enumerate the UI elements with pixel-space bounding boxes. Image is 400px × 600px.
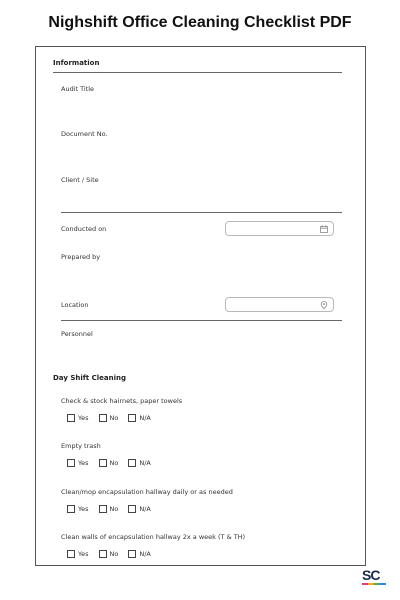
- option-yes[interactable]: Yes: [67, 550, 89, 558]
- checklist-item-label: Check & stock hairnets, paper towels: [61, 397, 183, 405]
- map-pin-icon: [320, 301, 328, 309]
- checklist-item-options: [67, 459, 161, 467]
- option-yes[interactable]: Yes: [67, 459, 89, 467]
- logo-text: SC: [362, 567, 380, 583]
- field-divider: [61, 212, 342, 213]
- personnel-label: Personnel: [61, 330, 93, 338]
- checkbox[interactable]: [128, 414, 136, 422]
- location-label: Location: [61, 301, 89, 309]
- document-no-label: Document No.: [61, 130, 108, 138]
- checklist-item-label: Empty trash: [61, 442, 101, 450]
- checkbox[interactable]: [99, 550, 107, 558]
- option-yes[interactable]: Yes: [67, 414, 89, 422]
- prepared-by-label: Prepared by: [61, 253, 101, 261]
- logo-color-bar: [362, 583, 386, 585]
- day-shift-section-title: Day Shift Cleaning: [53, 374, 126, 382]
- audit-title-label: Audit Title: [61, 85, 95, 93]
- checkbox[interactable]: [128, 505, 136, 513]
- checkbox[interactable]: [99, 459, 107, 467]
- calendar-icon: [320, 225, 328, 233]
- checkbox[interactable]: [67, 459, 75, 467]
- page-title: Nighshift Office Cleaning Checklist PDF: [48, 14, 352, 31]
- checklist-item-label: Clean walls of encapsulation hallway 2x a week (T & TH): [61, 533, 246, 541]
- option-na[interactable]: N/A: [128, 550, 151, 558]
- checkbox[interactable]: [99, 505, 107, 513]
- checkbox[interactable]: [128, 459, 136, 467]
- conducted-on-label: Conducted on: [61, 225, 107, 233]
- checkbox[interactable]: [67, 505, 75, 513]
- option-na[interactable]: N/A: [128, 505, 151, 513]
- checkbox[interactable]: [128, 550, 136, 558]
- checklist-document: [35, 46, 366, 566]
- option-no[interactable]: No: [99, 550, 119, 558]
- option-no[interactable]: No: [99, 505, 119, 513]
- information-section-title: Information: [53, 59, 100, 67]
- checklist-item-options: [67, 414, 161, 422]
- field-divider: [61, 320, 342, 321]
- brand-logo: [362, 568, 386, 590]
- checkbox[interactable]: [67, 414, 75, 422]
- option-na[interactable]: N/A: [128, 459, 151, 467]
- location-input[interactable]: [225, 297, 334, 312]
- option-yes[interactable]: Yes: [67, 505, 89, 513]
- option-no[interactable]: No: [99, 459, 119, 467]
- option-na[interactable]: N/A: [128, 414, 151, 422]
- section-divider: [53, 72, 342, 73]
- conducted-on-date-input[interactable]: [225, 221, 334, 236]
- checkbox[interactable]: [67, 550, 75, 558]
- checklist-item-label: Clean/mop encapsulation hallway daily or as needed: [61, 488, 233, 496]
- logo-stripe: [380, 583, 386, 585]
- checklist-item-options: [67, 550, 161, 558]
- checklist-item-options: [67, 505, 161, 513]
- client-site-label: Client / Site: [61, 176, 99, 184]
- checkbox[interactable]: [99, 414, 107, 422]
- option-no[interactable]: No: [99, 414, 119, 422]
